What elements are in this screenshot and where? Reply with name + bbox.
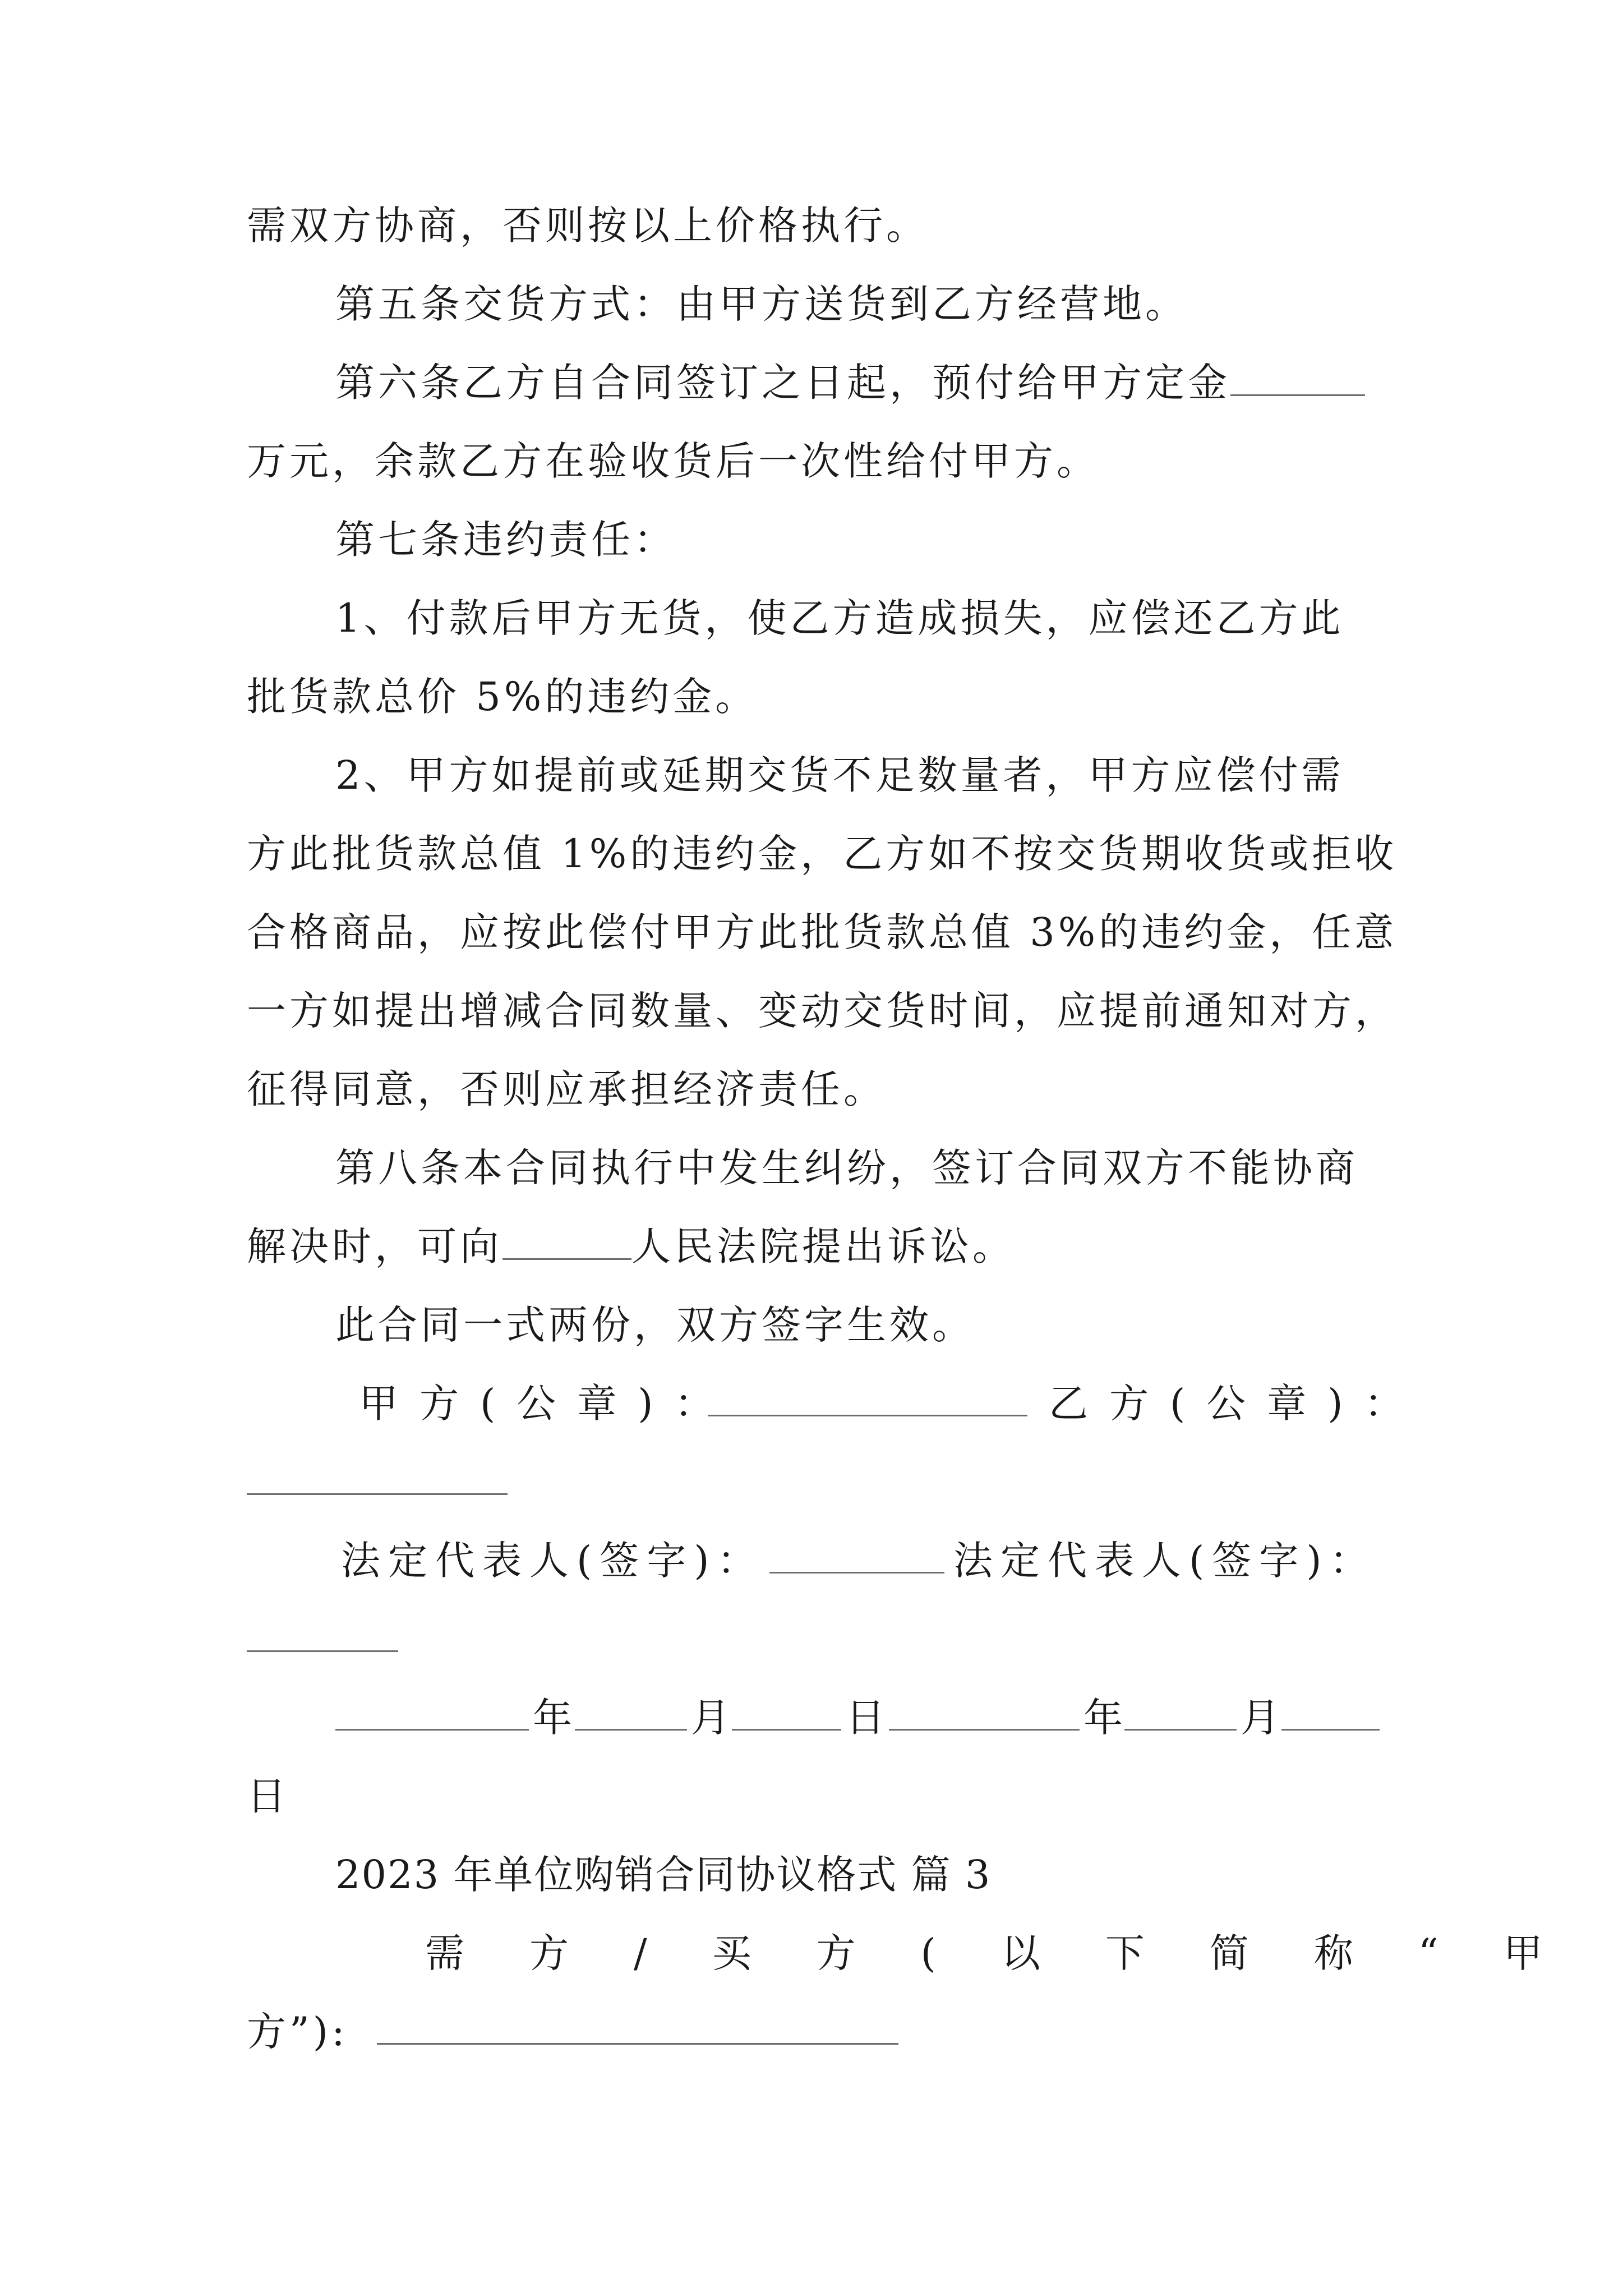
court-clause: 解决时，可向: [247, 1223, 502, 1269]
paragraph-line: 此合同一式两份，双方签字生效。: [335, 1302, 975, 1348]
paragraph-line: 第五条交货方式：由甲方送货到乙方经营地。: [335, 281, 1188, 327]
court-name-blank[interactable]: [502, 1219, 631, 1260]
paragraph-line: [247, 1218, 1015, 1274]
deposit-clause: 第六条乙方自合同签订之日起，预付给甲方定金: [335, 360, 1230, 406]
date-b-month-blank[interactable]: [1124, 1729, 1237, 1731]
paragraph-line: 第七条违约责任：: [335, 517, 676, 563]
paragraph-line: 批货款总价 5%的违约金。: [247, 674, 758, 720]
buyer-name-blank[interactable]: [377, 2043, 898, 2045]
month-label: 月: [691, 1695, 734, 1741]
month-label: 月: [1241, 1695, 1283, 1741]
paragraph-line: 合格商品，应按此偿付甲方此批货款总值 3%的违约金，任意: [247, 909, 1398, 955]
date-a-day-blank[interactable]: [732, 1729, 841, 1731]
court-clause-end: 人民法院提出诉讼。: [631, 1223, 1015, 1269]
party-b-seal-label: 乙方(公章)：: [1049, 1381, 1425, 1427]
buyer-label: 需方/买方(以下简称“甲: [425, 1930, 1608, 1976]
date-a-year-blank[interactable]: [335, 1729, 529, 1731]
paragraph-line: 1、付款后甲方无货，使乙方造成损失，应偿还乙方此: [335, 595, 1344, 641]
paragraph-line: 2、甲方如提前或延期交货不足数量者，甲方应偿付需: [335, 752, 1344, 798]
party-a-seal-label: 甲方(公章)：: [359, 1381, 735, 1427]
party-a-seal-blank[interactable]: [708, 1415, 1027, 1416]
deposit-amount-blank[interactable]: [1230, 355, 1365, 396]
paragraph-line: 第八条本合同执行中发生纠纷，签订合同双方不能协商: [335, 1145, 1358, 1191]
year-label: 年: [1083, 1695, 1126, 1741]
paragraph-line: 万元，余款乙方在验收货后一次性给付甲方。: [247, 438, 1099, 484]
paragraph-line: 需双方协商，否则按以上价格执行。: [247, 203, 929, 249]
rep-a-sign-blank[interactable]: [769, 1572, 944, 1573]
paragraph-line: 方此批货款总值 1%的违约金，乙方如不按交货期收货或拒收: [247, 831, 1398, 877]
rep-b-label: 法定代表人(签字)：: [953, 1538, 1377, 1584]
party-b-seal-blank[interactable]: [247, 1493, 508, 1495]
paragraph-line: 一方如提出增减合同数量、变动交货时间，应提前通知对方，: [247, 988, 1398, 1034]
buyer-label-end: 方”):: [247, 2009, 348, 2055]
paragraph-line: [335, 355, 1365, 411]
day-label: 日: [846, 1695, 888, 1741]
rep-b-sign-blank[interactable]: [247, 1650, 398, 1652]
rep-a-label: 法定代表人(签字)：: [341, 1538, 764, 1584]
section-title: 2023 年单位购销合同协议格式 篇 3: [335, 1852, 992, 1898]
date-b-year-blank[interactable]: [889, 1729, 1080, 1731]
year-label: 年: [533, 1695, 575, 1741]
paragraph-line: 征得同意，否则应承担经济责任。: [247, 1066, 886, 1112]
date-b-day-blank[interactable]: [1281, 1729, 1380, 1731]
date-a-month-blank[interactable]: [575, 1729, 687, 1731]
day-label: 日: [247, 1773, 289, 1819]
